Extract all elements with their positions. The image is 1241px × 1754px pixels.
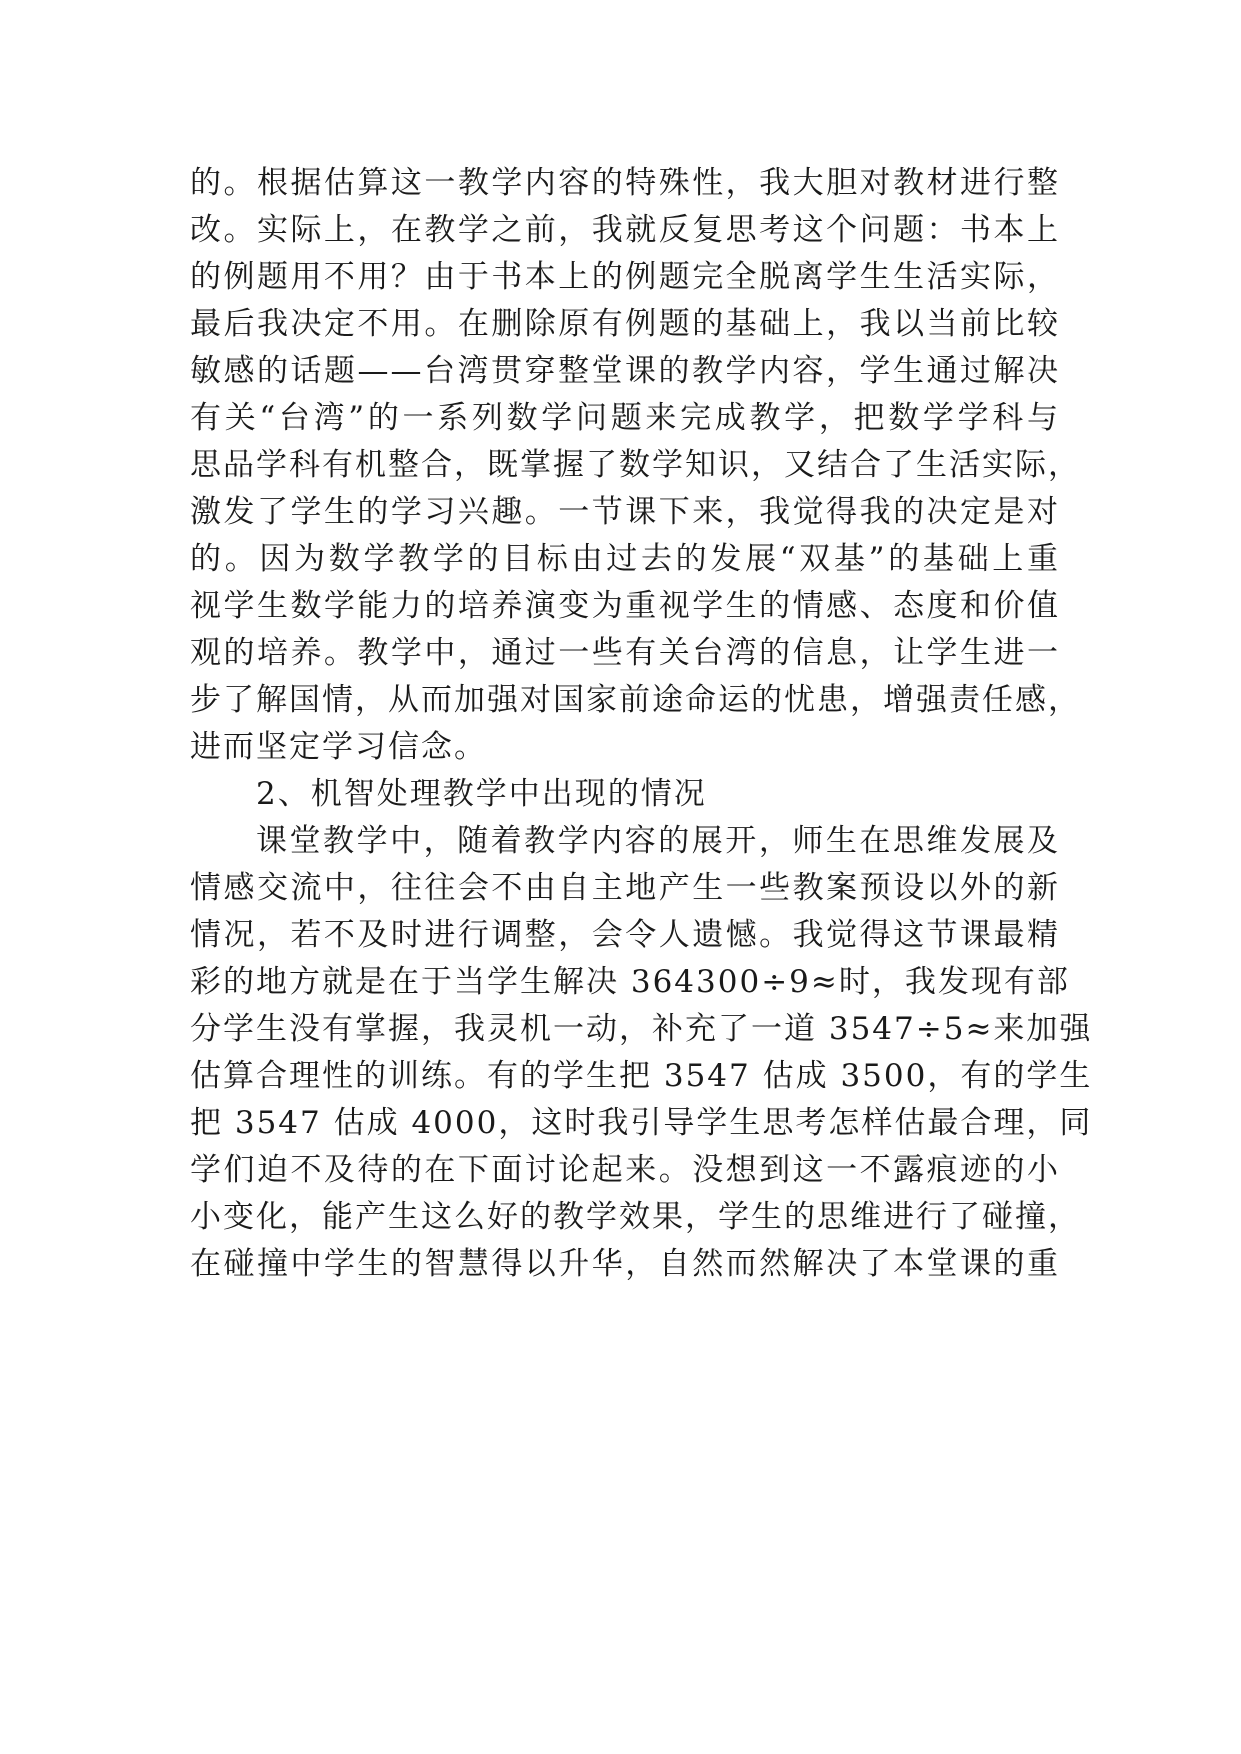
text-line: 分学生没有掌握，我灵机一动，补充了一道 3547÷5≈来加强 xyxy=(190,1011,1093,1047)
text-line: 把 3547 估成 4000，这时我引导学生思考怎样估最合理，同 xyxy=(190,1105,1093,1141)
text-line: 彩的地方就是在于当学生解决 364300÷9≈时，我发现有部 xyxy=(190,964,1070,1000)
text-line: 小变化，能产生这么好的教学效果，学生的思维进行了碰撞， xyxy=(190,1199,1081,1235)
text-line: 思品学科有机整合，既掌握了数学知识，又结合了生活实际， xyxy=(190,447,1081,483)
text-line: 学们迫不及待的在下面讨论起来。没想到这一不露痕迹的小 xyxy=(190,1152,1060,1188)
text-line: 的。因为数学教学的目标由过去的发展“双基”的基础上重 xyxy=(190,541,1060,577)
text-line-last: 进而坚定学习信念。 xyxy=(190,729,487,765)
text-line: 最后我决定不用。在删除原有例题的基础上，我以当前比较 xyxy=(190,306,1060,342)
paragraph-continued xyxy=(190,160,1081,771)
text-line: 改。实际上，在教学之前，我就反复思考这个问题：书本上 xyxy=(190,212,1060,248)
text-line: 敏感的话题——台湾贯穿整堂课的教学内容，学生通过解决 xyxy=(190,353,1060,389)
section-heading: 2、机智处理教学中出现的情况 xyxy=(256,776,707,812)
text-line: 在碰撞中学生的智慧得以升华，自然而然解决了本堂课的重 xyxy=(190,1246,1060,1282)
text-line: 视学生数学能力的培养演变为重视学生的情感、态度和价值 xyxy=(190,588,1060,624)
text-line: 激发了学生的学习兴趣。一节课下来，我觉得我的决定是对 xyxy=(190,494,1060,530)
text-line: 情感交流中，往往会不由自主地产生一些教案预设以外的新 xyxy=(190,870,1060,906)
text-line: 步了解国情，从而加强对国家前途命运的忧患，增强责任感， xyxy=(190,682,1081,718)
text-line: 的。根据估算这一教学内容的特殊性，我大胆对教材进行整 xyxy=(190,165,1060,201)
paragraph xyxy=(190,818,1093,1288)
document-page xyxy=(190,160,1093,1288)
text-line: 情况，若不及时进行调整，会令人遗憾。我觉得这节课最精 xyxy=(190,917,1060,953)
text-line: 有关“台湾”的一系列数学问题来完成教学，把数学学科与 xyxy=(190,400,1060,436)
text-line: 的例题用不用？由于书本上的例题完全脱离学生生活实际， xyxy=(190,259,1060,295)
text-line: 观的培养。教学中，通过一些有关台湾的信息，让学生进一 xyxy=(190,635,1060,671)
text-line: 估算合理性的训练。有的学生把 3547 估成 3500，有的学生 xyxy=(190,1058,1093,1094)
text-line-first: 课堂教学中，随着教学内容的展开，师生在思维发展及 xyxy=(256,823,1060,859)
